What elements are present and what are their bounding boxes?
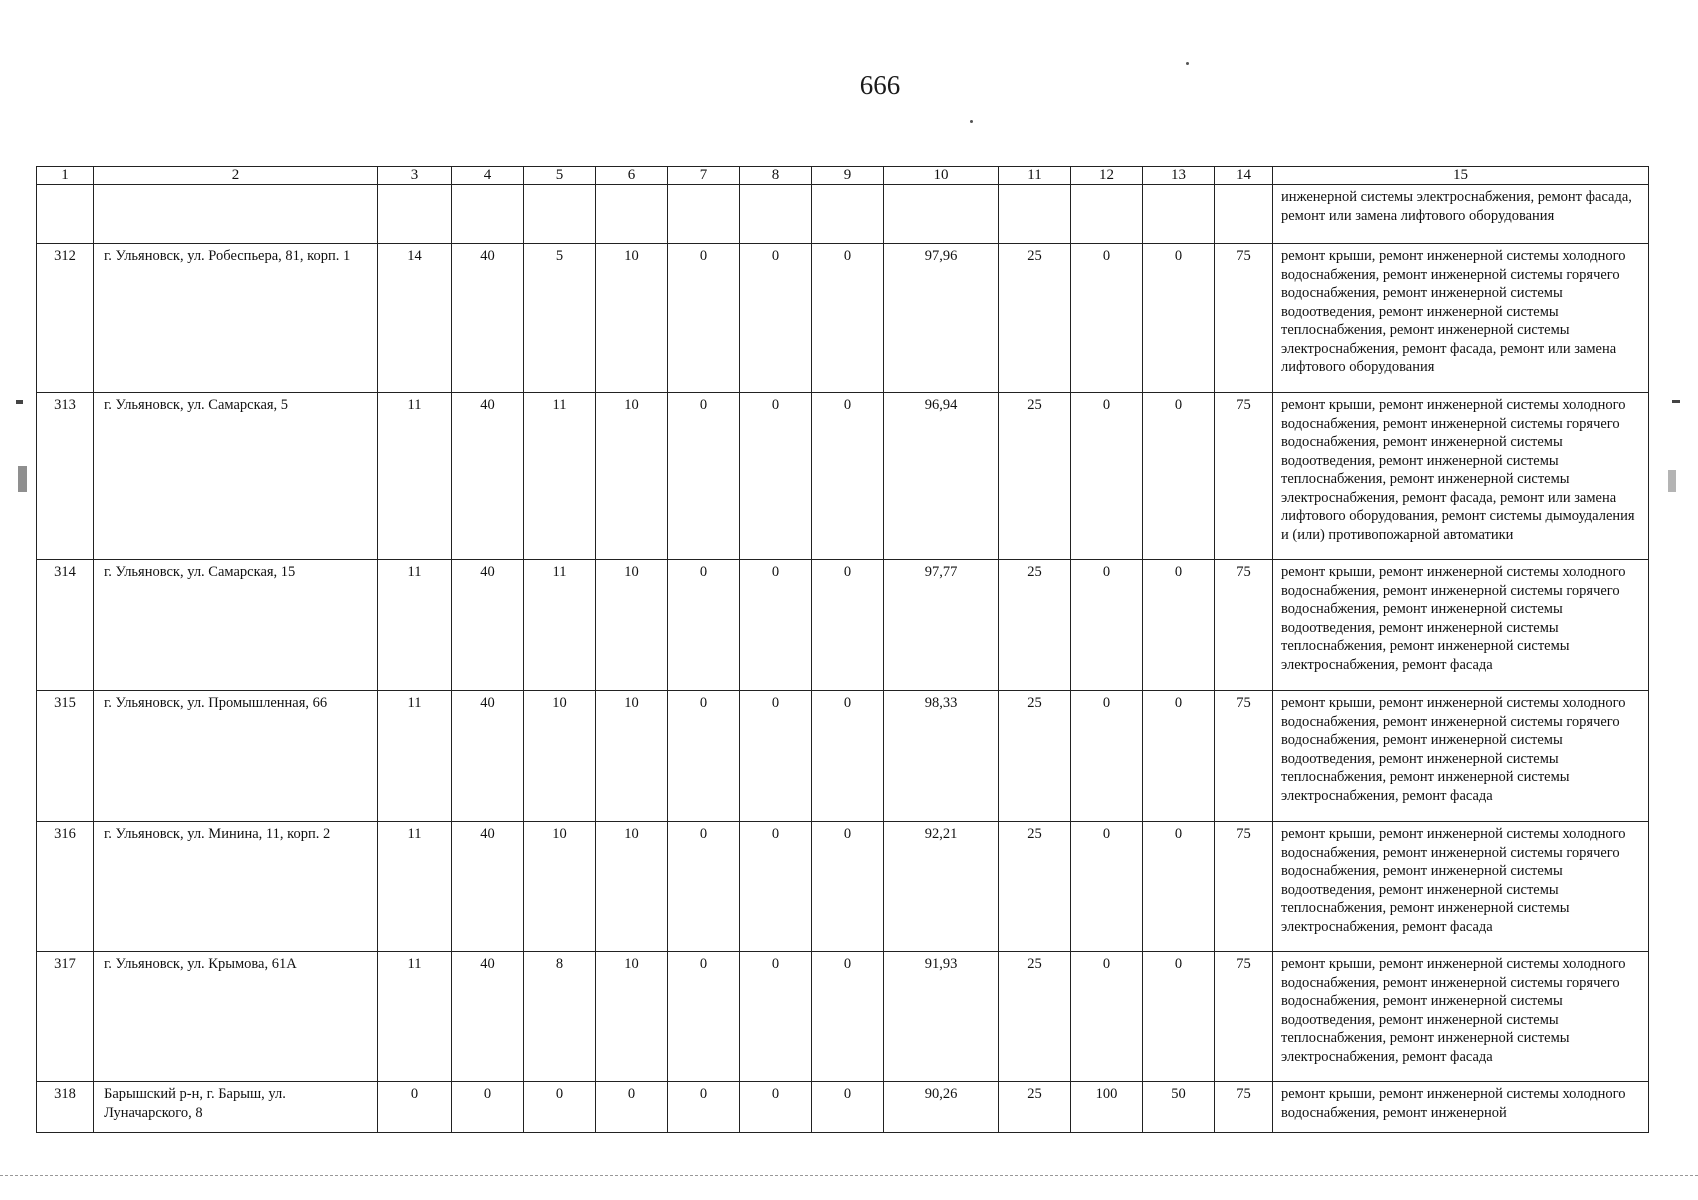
value-cell: 0 xyxy=(378,1082,452,1133)
row-number: 312 xyxy=(37,244,94,393)
column-header: 9 xyxy=(812,167,884,185)
value-cell xyxy=(884,185,999,244)
value-cell: 0 xyxy=(524,1082,596,1133)
row-number: 314 xyxy=(37,560,94,691)
scan-bottom-line xyxy=(0,1175,1698,1176)
value-cell xyxy=(1143,185,1215,244)
value-cell: 10 xyxy=(596,952,668,1082)
value-cell: 0 xyxy=(1143,952,1215,1082)
value-cell: 40 xyxy=(452,952,524,1082)
value-cell: 0 xyxy=(668,952,740,1082)
repair-works-cell: ремонт крыши, ремонт инженерной системы холодного водоснабжения, ремонт инженерной системы горячего водоснабжения, ремонт инженерной системы водоотведения, ремонт инженерной системы теплоснабжения, ремонт инженерной системы электроснабжения, ремонт фасада xyxy=(1273,560,1649,691)
value-cell: 100 xyxy=(1071,1082,1143,1133)
column-header: 4 xyxy=(452,167,524,185)
repair-works-cell: ремонт крыши, ремонт инженерной системы холодного водоснабжения, ремонт инженерной xyxy=(1273,1082,1649,1133)
value-cell: 40 xyxy=(452,244,524,393)
value-cell: 0 xyxy=(812,691,884,822)
table-row xyxy=(37,560,1649,691)
table-row-continued xyxy=(37,185,1649,244)
value-cell: 0 xyxy=(812,1082,884,1133)
value-cell: 0 xyxy=(812,393,884,560)
value-cell: 0 xyxy=(812,952,884,1082)
address-cell: г. Ульяновск, ул. Минина, 11, корп. 2 xyxy=(94,822,378,952)
value-cell: 0 xyxy=(1071,560,1143,691)
value-cell: 11 xyxy=(524,393,596,560)
value-cell: 97,96 xyxy=(884,244,999,393)
value-cell: 75 xyxy=(1215,822,1273,952)
value-cell: 10 xyxy=(596,822,668,952)
column-header: 1 xyxy=(37,167,94,185)
value-cell: 11 xyxy=(378,560,452,691)
row-number: 317 xyxy=(37,952,94,1082)
value-cell: 40 xyxy=(452,691,524,822)
value-cell: 75 xyxy=(1215,560,1273,691)
value-cell: 25 xyxy=(999,691,1071,822)
value-cell: 0 xyxy=(1071,244,1143,393)
page-number: 666 xyxy=(859,70,901,100)
column-header: 13 xyxy=(1143,167,1215,185)
value-cell: 0 xyxy=(596,1082,668,1133)
value-cell: 25 xyxy=(999,244,1071,393)
repair-works-cell: ремонт крыши, ремонт инженерной системы холодного водоснабжения, ремонт инженерной системы горячего водоснабжения, ремонт инженерной системы водоотведения, ремонт инженерной системы теплоснабжения, ремонт инженерной системы электроснабжения, ремонт фасада xyxy=(1273,822,1649,952)
value-cell: 40 xyxy=(452,393,524,560)
value-cell: 90,26 xyxy=(884,1082,999,1133)
value-cell: 10 xyxy=(596,244,668,393)
value-cell: 0 xyxy=(668,691,740,822)
value-cell xyxy=(1215,185,1273,244)
value-cell: 25 xyxy=(999,393,1071,560)
value-cell: 0 xyxy=(668,822,740,952)
value-cell: 0 xyxy=(668,244,740,393)
value-cell: 25 xyxy=(999,1082,1071,1133)
value-cell: 11 xyxy=(378,691,452,822)
value-cell: 0 xyxy=(1143,244,1215,393)
scan-dot xyxy=(1186,62,1189,65)
repair-registry-table xyxy=(36,166,1649,1133)
row-number: 316 xyxy=(37,822,94,952)
value-cell: 0 xyxy=(1143,393,1215,560)
table-row xyxy=(37,952,1649,1082)
column-header: 12 xyxy=(1071,167,1143,185)
value-cell: 91,93 xyxy=(884,952,999,1082)
row-number xyxy=(37,185,94,244)
value-cell: 40 xyxy=(452,560,524,691)
value-cell: 25 xyxy=(999,822,1071,952)
table-row xyxy=(37,1082,1649,1133)
value-cell: 25 xyxy=(999,952,1071,1082)
address-cell: Барышский р-н, г. Барыш, ул. Луначарского, 8 xyxy=(94,1082,378,1133)
value-cell: 0 xyxy=(668,560,740,691)
scan-edge-mark xyxy=(1672,400,1680,403)
column-header: 10 xyxy=(884,167,999,185)
value-cell: 0 xyxy=(740,952,812,1082)
value-cell xyxy=(740,185,812,244)
address-cell: г. Ульяновск, ул. Самарская, 15 xyxy=(94,560,378,691)
value-cell: 0 xyxy=(1071,952,1143,1082)
table-row xyxy=(37,691,1649,822)
value-cell xyxy=(1071,185,1143,244)
value-cell: 92,21 xyxy=(884,822,999,952)
value-cell: 0 xyxy=(740,1082,812,1133)
column-header: 3 xyxy=(378,167,452,185)
value-cell: 25 xyxy=(999,560,1071,691)
row-number: 318 xyxy=(37,1082,94,1133)
value-cell: 0 xyxy=(1143,822,1215,952)
address-cell xyxy=(94,185,378,244)
value-cell: 0 xyxy=(812,244,884,393)
value-cell: 0 xyxy=(740,393,812,560)
row-number: 315 xyxy=(37,691,94,822)
repair-works-cell: ремонт крыши, ремонт инженерной системы холодного водоснабжения, ремонт инженерной системы горячего водоснабжения, ремонт инженерной системы водоотведения, ремонт инженерной системы теплоснабжения, ремонт инженерной системы электроснабжения, ремонт фасада, ремонт или замена лифтового оборудования, ремонт системы дымоудаления и (или) противопожарной автоматики xyxy=(1273,393,1649,560)
repair-works-cell: ремонт крыши, ремонт инженерной системы холодного водоснабжения, ремонт инженерной системы горячего водоснабжения, ремонт инженерной системы водоотведения, ремонт инженерной системы теплоснабжения, ремонт инженерной системы электроснабжения, ремонт фасада xyxy=(1273,691,1649,822)
value-cell: 75 xyxy=(1215,691,1273,822)
address-cell: г. Ульяновск, ул. Промышленная, 66 xyxy=(94,691,378,822)
address-cell: г. Ульяновск, ул. Робеспьера, 81, корп. 1 xyxy=(94,244,378,393)
value-cell: 40 xyxy=(452,822,524,952)
value-cell: 0 xyxy=(740,560,812,691)
address-cell: г. Ульяновск, ул. Самарская, 5 xyxy=(94,393,378,560)
column-header: 6 xyxy=(596,167,668,185)
value-cell xyxy=(378,185,452,244)
repair-works-cell: ремонт крыши, ремонт инженерной системы холодного водоснабжения, ремонт инженерной системы горячего водоснабжения, ремонт инженерной системы водоотведения, ремонт инженерной системы теплоснабжения, ремонт инженерной системы электроснабжения, ремонт фасада xyxy=(1273,952,1649,1082)
row-number: 313 xyxy=(37,393,94,560)
header-row xyxy=(37,167,1649,185)
value-cell: 10 xyxy=(596,560,668,691)
column-header: 15 xyxy=(1273,167,1649,185)
address-cell: г. Ульяновск, ул. Крымова, 61А xyxy=(94,952,378,1082)
value-cell: 0 xyxy=(740,822,812,952)
value-cell: 11 xyxy=(524,560,596,691)
table-row xyxy=(37,393,1649,560)
column-header: 8 xyxy=(740,167,812,185)
value-cell: 75 xyxy=(1215,244,1273,393)
value-cell: 0 xyxy=(1143,560,1215,691)
value-cell: 0 xyxy=(452,1082,524,1133)
value-cell: 8 xyxy=(524,952,596,1082)
value-cell: 0 xyxy=(668,1082,740,1133)
value-cell: 75 xyxy=(1215,1082,1273,1133)
value-cell: 11 xyxy=(378,822,452,952)
value-cell: 10 xyxy=(524,822,596,952)
value-cell: 0 xyxy=(1071,691,1143,822)
scan-edge-mark xyxy=(18,466,27,492)
value-cell: 50 xyxy=(1143,1082,1215,1133)
value-cell: 0 xyxy=(1071,822,1143,952)
table-row xyxy=(37,822,1649,952)
value-cell xyxy=(524,185,596,244)
value-cell xyxy=(596,185,668,244)
column-header: 2 xyxy=(94,167,378,185)
value-cell: 0 xyxy=(740,244,812,393)
repair-works-cell: ремонт крыши, ремонт инженерной системы холодного водоснабжения, ремонт инженерной системы горячего водоснабжения, ремонт инженерной системы водоотведения, ремонт инженерной системы теплоснабжения, ремонт инженерной системы электроснабжения, ремонт фасада, ремонт или замена лифтового оборудования xyxy=(1273,244,1649,393)
value-cell: 0 xyxy=(740,691,812,822)
value-cell xyxy=(668,185,740,244)
value-cell xyxy=(999,185,1071,244)
column-header: 11 xyxy=(999,167,1071,185)
value-cell: 75 xyxy=(1215,952,1273,1082)
value-cell xyxy=(452,185,524,244)
value-cell: 75 xyxy=(1215,393,1273,560)
value-cell: 11 xyxy=(378,952,452,1082)
value-cell: 5 xyxy=(524,244,596,393)
value-cell: 0 xyxy=(1143,691,1215,822)
scan-edge-mark xyxy=(16,400,23,404)
value-cell: 10 xyxy=(596,393,668,560)
value-cell: 0 xyxy=(1071,393,1143,560)
value-cell xyxy=(812,185,884,244)
column-header: 7 xyxy=(668,167,740,185)
scan-edge-mark xyxy=(1668,470,1676,492)
column-header: 14 xyxy=(1215,167,1273,185)
value-cell: 0 xyxy=(812,560,884,691)
value-cell: 97,77 xyxy=(884,560,999,691)
value-cell: 98,33 xyxy=(884,691,999,822)
value-cell: 14 xyxy=(378,244,452,393)
value-cell: 10 xyxy=(524,691,596,822)
value-cell: 0 xyxy=(812,822,884,952)
column-header: 5 xyxy=(524,167,596,185)
value-cell: 0 xyxy=(668,393,740,560)
scan-dot xyxy=(970,120,973,123)
repair-works-cell: инженерной системы электроснабжения, ремонт фасада, ремонт или замена лифтового оборудования xyxy=(1273,185,1649,244)
value-cell: 11 xyxy=(378,393,452,560)
table-row xyxy=(37,244,1649,393)
value-cell: 10 xyxy=(596,691,668,822)
value-cell: 96,94 xyxy=(884,393,999,560)
